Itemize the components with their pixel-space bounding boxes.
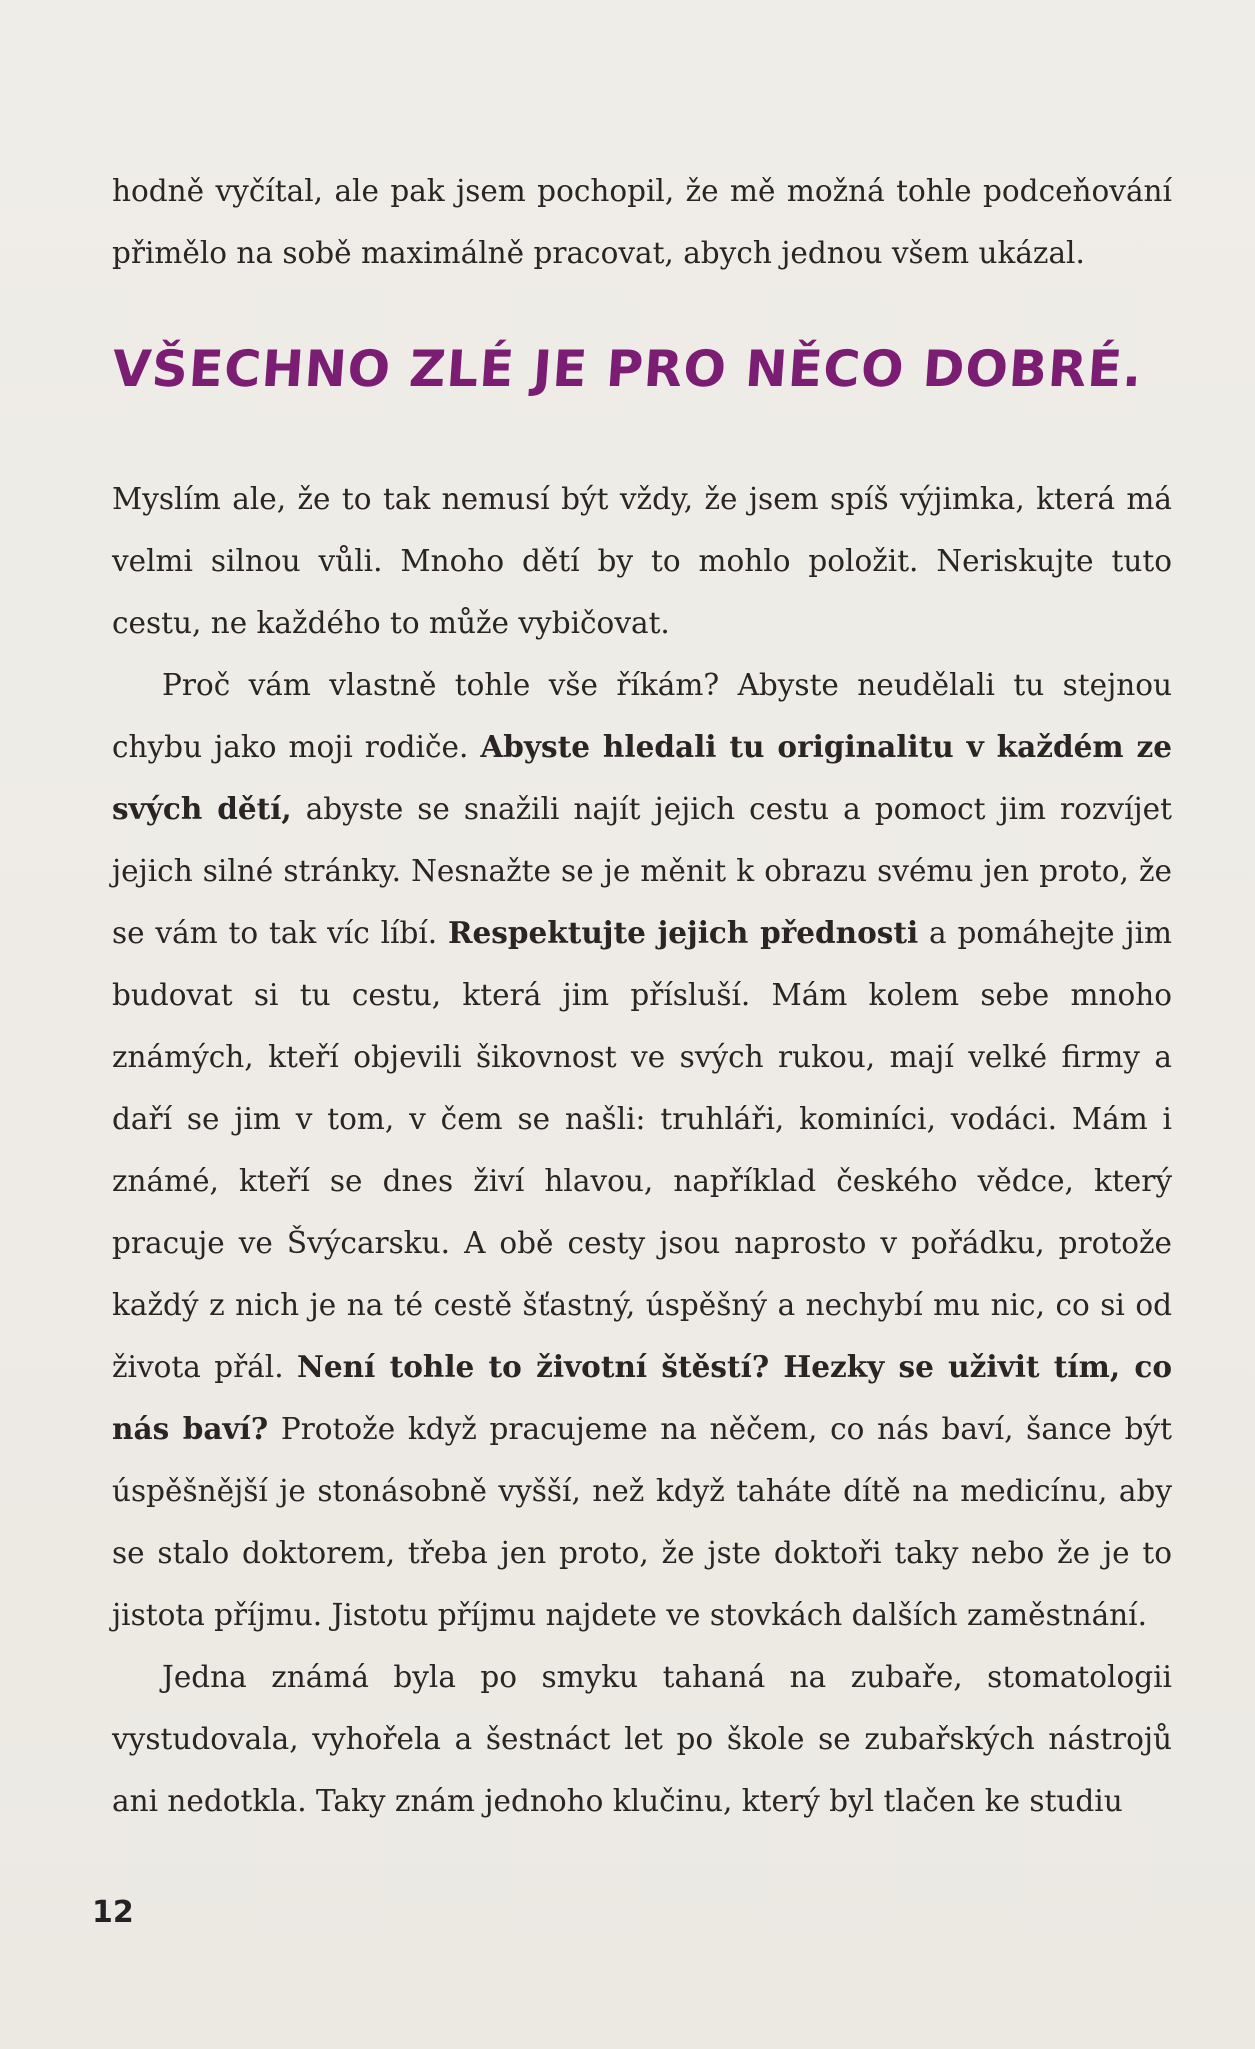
- p2-bold-2: Respektujte jejich přednosti: [448, 915, 919, 950]
- paragraph-2: [112, 654, 1172, 1646]
- intro-text: hodně vyčítal, ale pak jsem pochopil, že mě možná tohle podceňování přimělo na sobě maximálně pracovat, abych jednou všem ukázal.: [112, 174, 1172, 270]
- paragraph-3: Jedna známá byla po smyku tahaná na zubaře, stomatologii vystudovala, vyhořela a šestnáct let po škole se zubařských nástrojů ani nedotkla. Taky znám jednoho klučinu, který byl tlačen ke studiu: [112, 1660, 1172, 1818]
- section-heading: VŠECHNO ZLÉ JE PRO NĚCO DOBRÉ.: [110, 340, 1145, 398]
- p2-text-3: a pomáhejte jim budovat si tu cestu, která jim přísluší. Mám kolem sebe mnoho známých, kteří objevili šikovnost ve svých rukou, mají velké firmy a daří se jim v tom, v čem se našli: truhláři, kominíci, vodáci. Mám i známé, kteří se dnes živí hlavou, například českého vědce, který pracuje ve Švýcarsku. A obě cesty jsou naprosto v pořádku, protože každý z nich je na té cestě šťastný, úspěšný a nechybí mu nic, co si od života přál.: [112, 916, 1172, 1384]
- page-number: 12: [92, 1895, 134, 1930]
- intro-paragraph: [112, 160, 1172, 284]
- p2-bold-1: Abyste hledali tu originalitu v každém ze svých dětí,: [112, 729, 1172, 826]
- p2-text-1: Proč vám vlastně tohle vše říkám? Abyste neudělali tu stejnou chybu jako moji rodiče.: [112, 668, 1172, 764]
- p2-text-2: abyste se snažili najít jejich cestu a pomoct jim rozvíjet jejich silné stránky. Nesnažte se je měnit k obrazu svému jen proto, že se vám to tak víc líbí.: [112, 792, 1172, 950]
- paragraph-1: Myslím ale, že to tak nemusí být vždy, že jsem spíš výjimka, která má velmi silnou vůli. Mnoho dětí by to mohlo položit. Neriskujte tuto cestu, ne každého to může vybičovat.: [112, 482, 1172, 640]
- body-text: [112, 468, 1172, 1832]
- p2-bold-3: Není tohle to životní štěstí? Hezky se uživit tím, co nás baví?: [112, 1349, 1172, 1446]
- p2-text-4: Protože když pracujeme na něčem, co nás baví, šance být úspěšnější je stonásobně vyšší, než když taháte dítě na medicínu, aby se stalo doktorem, třeba jen proto, že jste doktoři taky nebo že je to jistota příjmu. Jistotu příjmu najdete ve stovkách dalších zaměstnání.: [112, 1412, 1172, 1632]
